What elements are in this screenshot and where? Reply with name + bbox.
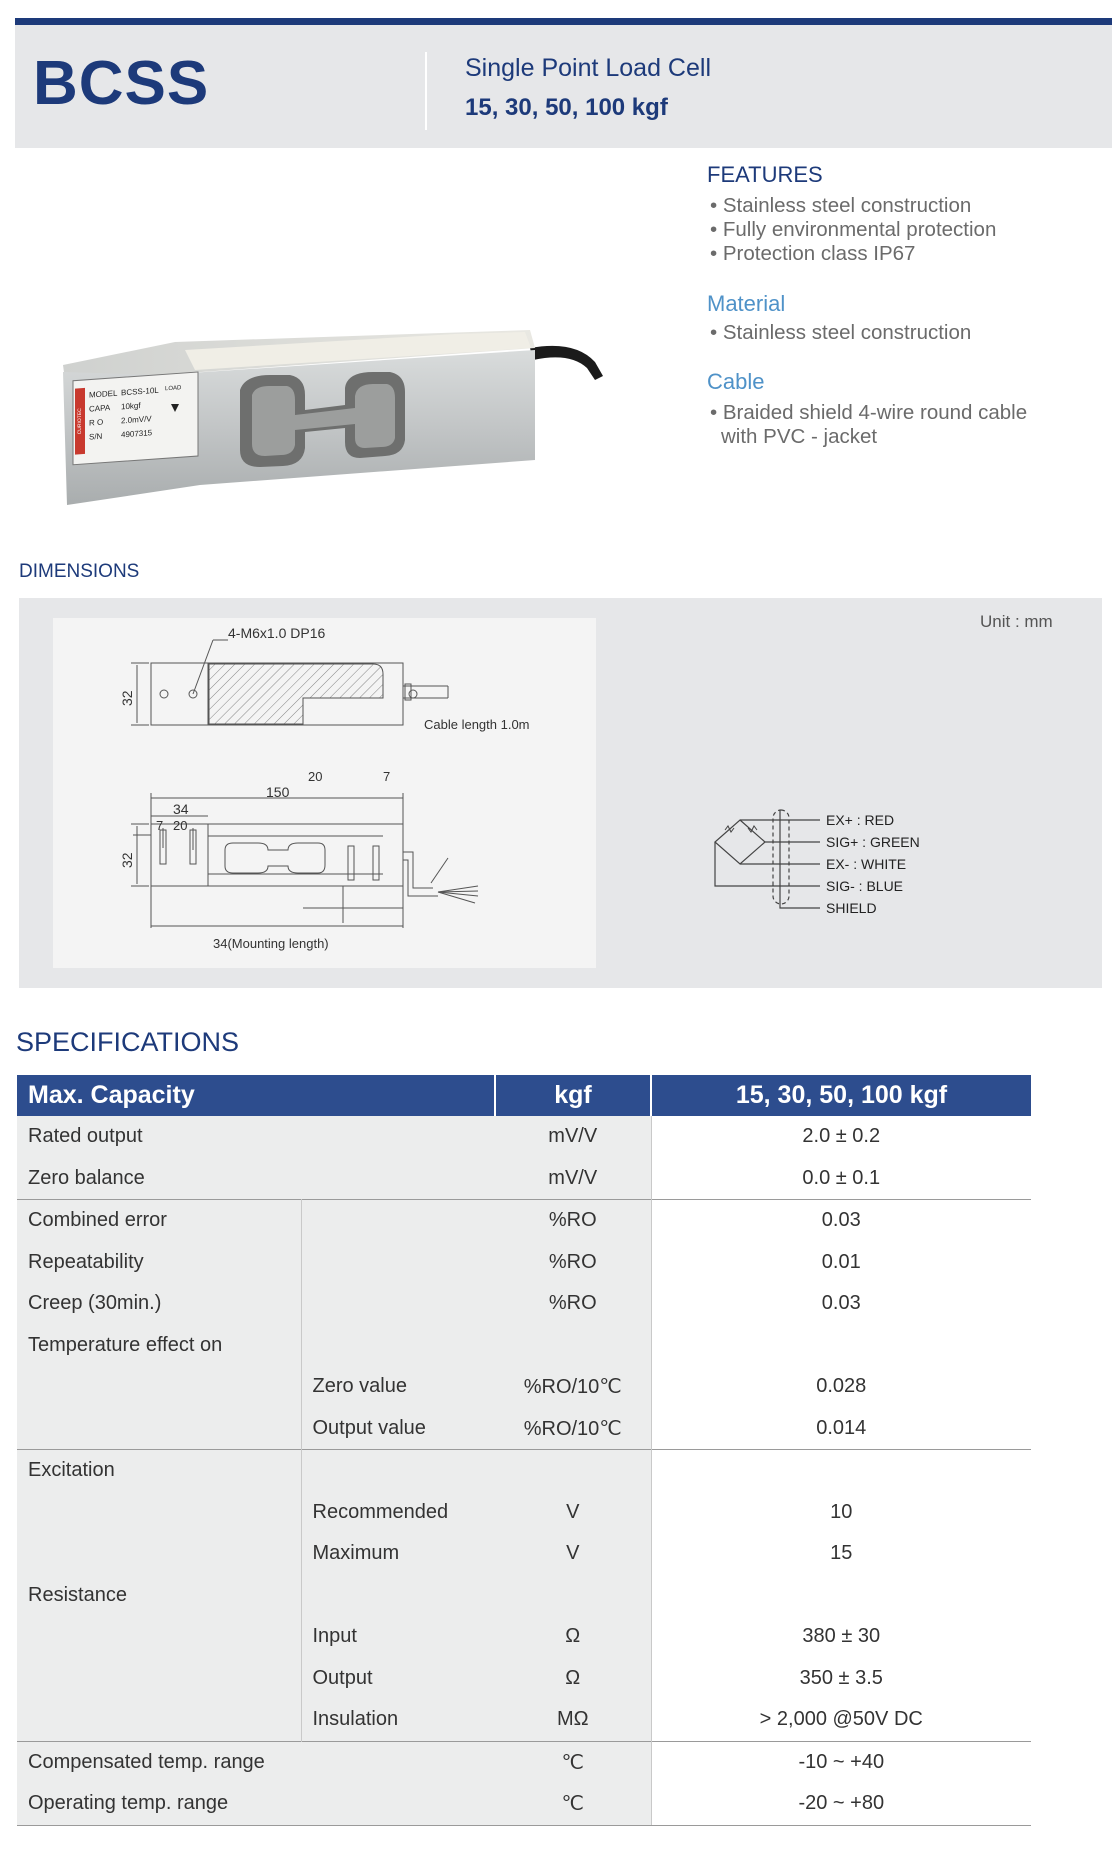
dim-20b: 20 (308, 769, 323, 784)
label-sn: 4907315 (121, 428, 153, 440)
wire-sig-minus: SIG- : BLUE (826, 878, 904, 894)
specifications-table (17, 1075, 1031, 1826)
spec-label (17, 1408, 301, 1450)
spec-row (17, 1699, 1031, 1741)
product-subtitle: Single Point Load Cell (465, 54, 711, 82)
spec-label (17, 1492, 301, 1534)
spec-unit: MΩ (495, 1699, 651, 1741)
cable-title: Cable (707, 369, 765, 394)
spec-value: 15 (651, 1533, 1031, 1575)
spec-value: -10 ~ +40 (651, 1741, 1031, 1783)
unit-label: Unit : mm (980, 612, 1053, 631)
load-cell-photo (55, 320, 615, 515)
header-capacities: 15, 30, 50, 100 kgf (651, 1075, 1031, 1116)
spec-sub: Recommended (301, 1492, 495, 1534)
spec-label: Zero balance (17, 1158, 495, 1200)
spec-row (17, 1200, 1031, 1242)
spec-sub (301, 1242, 495, 1284)
spec-value: 0.0 ± 0.1 (651, 1158, 1031, 1200)
spec-sub: Output (301, 1658, 495, 1700)
spec-value: 0.03 (651, 1283, 1031, 1325)
dimensions-title: DIMENSIONS (19, 561, 140, 582)
spec-sub: Input (301, 1616, 495, 1658)
spec-unit: ℃ (495, 1741, 651, 1783)
product-code: BCSS (33, 49, 210, 118)
spec-unit: mV/V (495, 1158, 651, 1200)
spec-row (17, 1533, 1031, 1575)
dim-7: 7 (156, 818, 164, 833)
dim-7b: 7 (383, 769, 391, 784)
spec-unit (495, 1575, 651, 1617)
spec-sub (301, 1575, 495, 1617)
spec-row (17, 1283, 1031, 1325)
spec-row (17, 1325, 1031, 1367)
spec-row (17, 1575, 1031, 1617)
spec-unit: Ω (495, 1616, 651, 1658)
spec-sub (301, 1200, 495, 1242)
label-capa-key: CAPA (89, 403, 111, 414)
spec-sub: Output value (301, 1408, 495, 1450)
cable-line-2: with PVC - jacket (721, 425, 878, 448)
spec-value (651, 1325, 1031, 1367)
spec-row (17, 1242, 1031, 1284)
spec-unit: %RO (495, 1242, 651, 1284)
spec-value: 0.03 (651, 1200, 1031, 1242)
spec-unit: %RO/10℃ (495, 1408, 651, 1450)
mounting-length: 34(Mounting length) (213, 936, 329, 951)
spec-value: > 2,000 @50V DC (651, 1699, 1031, 1741)
spec-unit: ℃ (495, 1783, 651, 1825)
label-brand: CURIOTEC (77, 407, 83, 435)
spec-value: 350 ± 3.5 (651, 1658, 1031, 1700)
spec-row (17, 1616, 1031, 1658)
label-model: BCSS-10L (121, 385, 159, 398)
spec-sub: Zero value (301, 1366, 495, 1408)
dim-32-side: 32 (119, 852, 135, 868)
spec-row (17, 1408, 1031, 1450)
spec-value: -20 ~ +80 (651, 1783, 1031, 1825)
header-divider (425, 52, 427, 130)
spec-value: 380 ± 30 (651, 1616, 1031, 1658)
spec-row (17, 1658, 1031, 1700)
spec-unit (495, 1325, 651, 1367)
spec-sub (301, 1325, 495, 1367)
spec-label (17, 1366, 301, 1408)
spec-label: Rated output (17, 1116, 495, 1158)
spec-unit: %RO/10℃ (495, 1366, 651, 1408)
spec-sub (301, 1450, 495, 1492)
spec-value: 0.014 (651, 1408, 1031, 1450)
spec-value: 2.0 ± 0.2 (651, 1116, 1031, 1158)
header-max-capacity: Max. Capacity (17, 1075, 495, 1116)
spec-unit: mV/V (495, 1116, 651, 1158)
spec-row (17, 1492, 1031, 1534)
spec-label: Compensated temp. range (17, 1741, 495, 1783)
cable-length: Cable length 1.0m (424, 717, 530, 732)
dim-20: 20 (173, 818, 188, 833)
spec-label: Combined error (17, 1200, 301, 1242)
hole-note: 4-M6x1.0 DP16 (228, 625, 326, 641)
dim-32-top: 32 (119, 690, 135, 706)
dim-150: 150 (266, 784, 290, 800)
spec-label: Creep (30min.) (17, 1283, 301, 1325)
wiring-diagram (700, 790, 960, 940)
spec-unit: %RO (495, 1200, 651, 1242)
header-top-bar (15, 18, 1112, 25)
spec-sub: Insulation (301, 1699, 495, 1741)
label-ro: 2.0mV/V (121, 414, 152, 426)
spec-label (17, 1533, 301, 1575)
spec-label: Excitation (17, 1450, 301, 1492)
spec-row (17, 1783, 1031, 1825)
label-sn-key: S/N (89, 431, 103, 442)
label-load-mark: LOAD (165, 385, 182, 393)
header-unit: kgf (495, 1075, 651, 1116)
dimension-drawing (53, 618, 596, 968)
spec-label: Temperature effect on (17, 1325, 301, 1367)
material-item-1: • Stainless steel construction (710, 321, 972, 344)
spec-unit (495, 1450, 651, 1492)
spec-value (651, 1575, 1031, 1617)
product-capacities: 15, 30, 50, 100 kgf (465, 94, 668, 121)
label-model-key: MODEL (89, 388, 118, 400)
spec-value (651, 1450, 1031, 1492)
spec-label: Repeatability (17, 1242, 301, 1284)
spec-value: 0.01 (651, 1242, 1031, 1284)
cable-line-1: • Braided shield 4-wire round cable (710, 401, 1028, 424)
features-title: FEATURES (707, 162, 823, 187)
specifications-title: SPECIFICATIONS (16, 1027, 240, 1057)
spec-unit: %RO (495, 1283, 651, 1325)
spec-unit: Ω (495, 1658, 651, 1700)
spec-sub (301, 1283, 495, 1325)
spec-row (17, 1450, 1031, 1492)
feature-item-3: • Protection class IP67 (710, 242, 916, 265)
spec-unit: V (495, 1492, 651, 1534)
feature-item-2: • Fully environmental protection (710, 218, 997, 241)
spec-row (17, 1158, 1031, 1200)
spec-row (17, 1366, 1031, 1408)
wire-ex-plus: EX+ : RED (826, 812, 895, 828)
spec-label (17, 1658, 301, 1700)
spec-value: 0.028 (651, 1366, 1031, 1408)
label-capa: 10kgf (121, 401, 141, 412)
spec-label (17, 1616, 301, 1658)
label-ro-key: R O (89, 417, 104, 428)
spec-value: 10 (651, 1492, 1031, 1534)
spec-sub: Maximum (301, 1533, 495, 1575)
spec-label: Operating temp. range (17, 1783, 495, 1825)
spec-label: Resistance (17, 1575, 301, 1617)
spec-row (17, 1116, 1031, 1158)
spec-unit: V (495, 1533, 651, 1575)
spec-row (17, 1741, 1031, 1783)
wire-ex-minus: EX- : WHITE (826, 856, 907, 872)
dim-34: 34 (173, 801, 189, 817)
wire-shield: SHIELD (826, 900, 877, 916)
material-title: Material (707, 291, 786, 316)
spec-label (17, 1699, 301, 1741)
spec-header-row (17, 1075, 1031, 1116)
feature-item-1: • Stainless steel construction (710, 194, 972, 217)
wire-sig-plus: SIG+ : GREEN (826, 834, 920, 850)
